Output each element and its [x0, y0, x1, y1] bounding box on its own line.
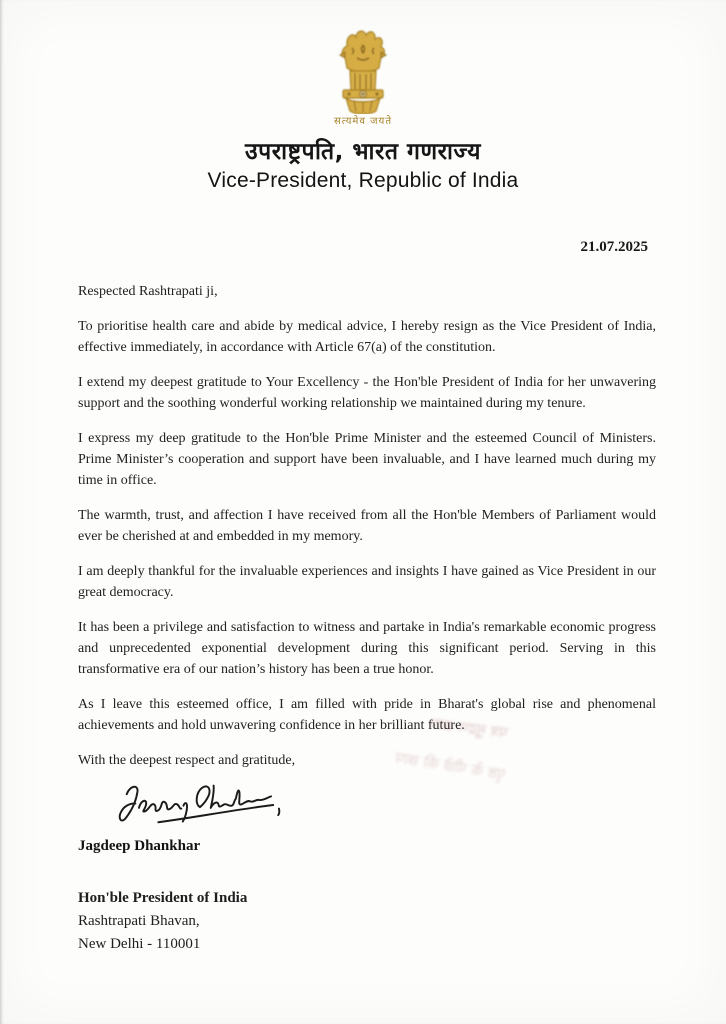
salutation: Respected Rashtrapati ji, [78, 284, 218, 299]
emblem-motto: सत्यमेव जयते [333, 116, 393, 127]
paragraph-gratitude-president: I extend my deepest gratitude to Your Excellency - the Hon'ble President of India for her unwavering support and the soothing wonderful working relationship we maintained during my tenure. [78, 375, 656, 411]
paragraph-parliament: The warmth, trust, and affection I have received from all the Hon'ble Members of Parliament would ever be cherished at and embedded in my memory. [78, 508, 656, 544]
paragraph-thankful: I am deeply thankful for the invaluable experiences and insights I have gained as Vice President in our great democracy. [78, 564, 656, 600]
letter-content [78, 237, 656, 956]
closing-line: With the deepest respect and gratitude, [78, 753, 296, 768]
scan-edge-shadow [0, 0, 3, 1024]
letter-date: 21.07.2025 [580, 239, 648, 255]
recipient-name: Hon'ble President of India [78, 890, 248, 906]
paragraph-privilege: It has been a privilege and satisfaction to witness and partake in India's remarkable economic progress and unprecedented exponential development during this significant period. Serving in this transformative era of our nation’s history has been a true honor. [78, 620, 656, 677]
paragraph-gratitude-pm: I express my deep gratitude to the Hon'ble Prime Minister and the esteemed Council of Ministers. Prime Minister’s cooperation and support have been invaluable, and I have learned much during my time in office. [78, 431, 656, 488]
recipient-block [78, 887, 656, 956]
ink-bleedthrough-top: पत्र मुद्रण छाप [429, 714, 509, 742]
handwritten-signature [80, 777, 330, 833]
paragraph-resignation: To prioritise health care and abide by medical advice, I hereby resign as the Vice President of India, effective immediately, in accordance with Article 67(a) of the constitution. [78, 319, 656, 355]
letterhead [0, 0, 726, 195]
ashoka-emblem-icon [326, 28, 400, 114]
office-title-english: Vice-President, Republic of India [207, 169, 519, 192]
office-title-hindi: उपराष्ट्रपति, भारत गणराज्य [245, 139, 481, 165]
recipient-address-line1: Rashtrapati Bhavan, [78, 913, 200, 929]
paragraph-farewell: As I leave this esteemed office, I am filled with pride in Bharat's global rise and phenomenal achievements and hold unwavering confidence in her brilliant future. [78, 697, 656, 733]
recipient-address-line2: New Delhi - 110001 [78, 936, 201, 952]
signer-name: Jagdeep Dhankhar [78, 838, 201, 854]
ink-bleedthrough-bottom: पृष्ठ के पीछे की छाप [394, 748, 507, 784]
